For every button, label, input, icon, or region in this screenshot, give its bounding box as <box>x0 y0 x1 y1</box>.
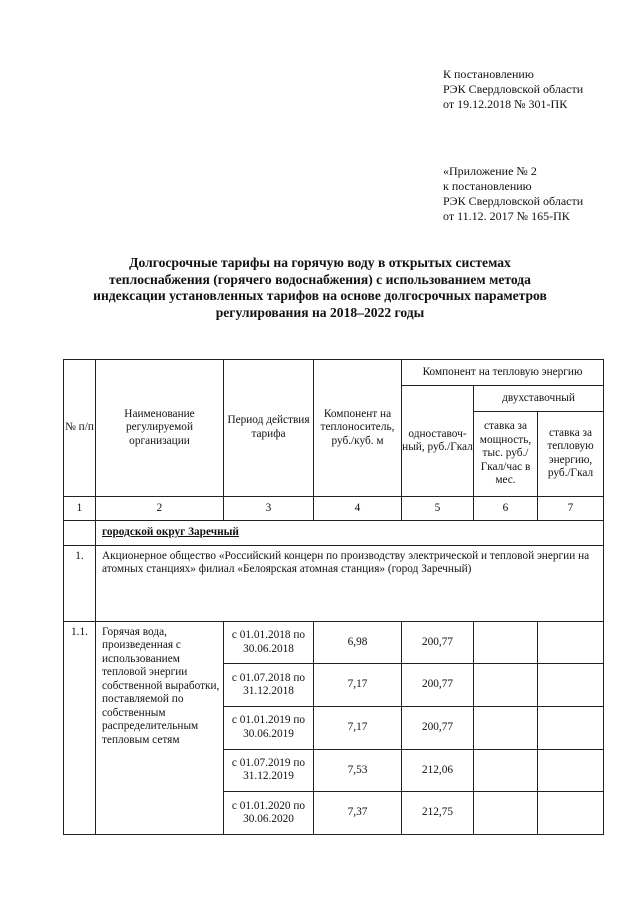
column-number: 5 <box>402 496 474 520</box>
capacity-cell <box>474 707 538 750</box>
decree-reference-line: К постановлению <box>443 67 534 81</box>
decree-reference <box>443 67 583 112</box>
capacity-cell <box>474 749 538 792</box>
header-one-rate: одноставоч-ный, руб./Гкал <box>402 386 474 497</box>
item-num: 1.1. <box>64 621 96 834</box>
one-rate-cell: 212,06 <box>402 749 474 792</box>
title-line: теплоснабжения (горячего водоснабжения) с использованием метода <box>109 271 531 287</box>
carrier-cell: 7,37 <box>314 792 402 835</box>
period-cell: с 01.07.2019 по 31.12.2019 <box>224 749 314 792</box>
header-carrier: Компонент на теплоноситель, руб./куб. м <box>314 360 402 497</box>
column-number: 4 <box>314 496 402 520</box>
carrier-cell: 7,17 <box>314 707 402 750</box>
period-cell: с 01.01.2020 по 30.06.2020 <box>224 792 314 835</box>
period-cell: с 01.01.2019 по 30.06.2019 <box>224 707 314 750</box>
section-row <box>96 521 604 545</box>
carrier-cell: 7,53 <box>314 749 402 792</box>
column-number: 2 <box>96 496 224 520</box>
one-rate-cell: 200,77 <box>402 664 474 707</box>
org-num: 1. <box>64 545 96 621</box>
capacity-cell <box>474 664 538 707</box>
header-num: № п/п <box>64 360 96 497</box>
energy-cell <box>538 792 604 835</box>
energy-cell <box>538 664 604 707</box>
header-capacity-rate: ставка за мощность, тыс. руб./Гкал/час в мес. <box>474 411 538 496</box>
column-number: 3 <box>224 496 314 520</box>
title-line: Долгосрочные тарифы на горячую воду в открытых системах <box>129 255 511 270</box>
title-line: индексации установленных тарифов на основе долгосрочных параметров <box>93 288 547 303</box>
appendix-reference <box>443 164 583 224</box>
appendix-reference-line: РЭК Свердловской области <box>443 194 584 208</box>
energy-cell <box>538 707 604 750</box>
section-title: городской округ Заречный <box>102 526 239 539</box>
header-thermal: Компонент на тепловую энергию <box>402 360 604 386</box>
appendix-reference-line: к постановлению <box>443 179 532 193</box>
column-number: 1 <box>64 496 96 520</box>
one-rate-cell: 200,77 <box>402 621 474 664</box>
title-line: регулирования на 2018–2022 годы <box>215 304 425 320</box>
one-rate-cell: 200,77 <box>402 707 474 750</box>
header-two-rate: двухставочный <box>474 386 604 411</box>
one-rate-cell: 212,75 <box>402 792 474 835</box>
energy-cell <box>538 621 604 664</box>
tariff-table <box>63 359 604 835</box>
carrier-cell: 6,98 <box>314 621 402 664</box>
energy-cell <box>538 749 604 792</box>
item-name: Горячая вода, произведенная с использованием тепловой энергии собственной выработки, поставляемой по собственным распределительным тепловым сетям <box>96 621 224 834</box>
column-number: 6 <box>474 496 538 520</box>
period-cell: с 01.01.2018 по 30.06.2018 <box>224 621 314 664</box>
appendix-reference-line: «Приложение № 2 <box>443 164 537 178</box>
header-org: Наименование регулируемой организации <box>96 360 224 497</box>
column-number: 7 <box>538 496 604 520</box>
capacity-cell <box>474 792 538 835</box>
period-cell: с 01.07.2018 по 31.12.2018 <box>224 664 314 707</box>
header-energy-rate: ставка за тепловую энергию, руб./Гкал <box>538 411 604 496</box>
section-num-cell <box>64 521 96 545</box>
header-period: Период действия тарифа <box>224 360 314 497</box>
capacity-cell <box>474 621 538 664</box>
org-name: Акционерное общество «Российский концерн по производству электрической и тепловой энергии на атомных станциях» филиал «Белоярская атомная станция» (город Заречный) <box>96 545 604 621</box>
decree-reference-line: от 19.12.2018 № 301-ПК <box>443 97 568 111</box>
appendix-reference-line: от 11.12. 2017 № 165-ПК <box>443 209 570 223</box>
decree-reference-line: РЭК Свердловской области <box>443 82 584 96</box>
document-title <box>60 255 580 321</box>
carrier-cell: 7,17 <box>314 664 402 707</box>
